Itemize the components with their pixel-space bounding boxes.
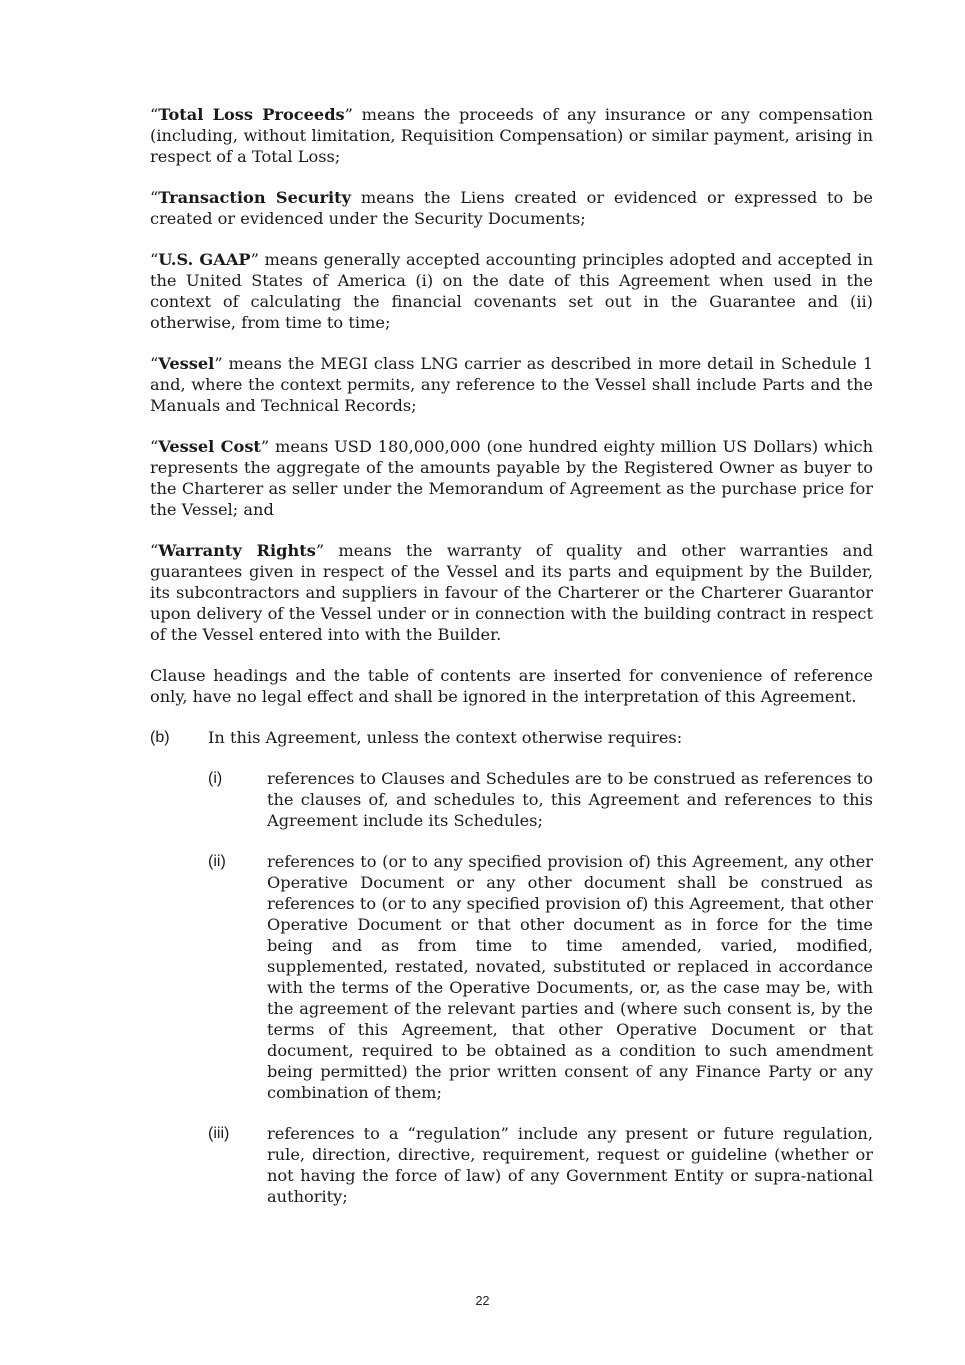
- open-quote: “: [150, 250, 159, 269]
- definition-vessel: [150, 353, 873, 416]
- list-item: [208, 1123, 873, 1207]
- definition-vessel-cost: [150, 436, 873, 520]
- definition-text: means generally accepted accounting principles adopted and accepted in the United States of America (i) on the date of this Agreement when used in the context of calculating the financial covenants set out in the Guarantee and (ii) otherwise, from time to time;: [150, 250, 874, 332]
- defined-term: U.S. GAAP: [158, 250, 251, 269]
- close-quote: ”: [250, 250, 259, 269]
- section-b-items: [208, 768, 873, 1207]
- close-quote: ”: [260, 437, 270, 456]
- definition-text: means USD 180,000,000 (one hundred eighty million US Dollars) which represents the aggregate of the amounts payable by the Registered Owner as buyer to the Charterer as seller under the Memorandum of Agreement as the purchase price for the Vessel; and: [150, 437, 873, 519]
- document-page: [150, 104, 873, 1227]
- defined-term: Vessel: [158, 354, 215, 373]
- close-quote: ”: [344, 105, 353, 124]
- open-quote: “: [150, 437, 159, 456]
- close-quote: ”: [315, 541, 325, 560]
- definition-transaction-security: [150, 187, 873, 229]
- defined-term: Warranty Rights: [158, 541, 316, 560]
- defined-term: Vessel Cost: [158, 437, 261, 456]
- open-quote: “: [150, 354, 159, 373]
- section-b-label: (b): [150, 729, 170, 746]
- open-quote: “: [150, 188, 159, 207]
- defined-term: Total Loss Proceeds: [158, 105, 345, 124]
- definition-us-gaap: [150, 249, 873, 333]
- definition-text: means the Liens created or evidenced or expressed to be created or evidenced under the Security Documents;: [150, 188, 873, 228]
- item-text: references to Clauses and Schedules are to be construed as references to the clauses of, and schedules to, this Agreement and references to this Agreement include its Schedules;: [267, 769, 873, 830]
- close-quote: ”: [214, 354, 223, 373]
- open-quote: “: [150, 541, 159, 560]
- section-b-text: In this Agreement, unless the context otherwise requires:: [208, 728, 683, 747]
- item-label: (i): [208, 770, 223, 787]
- list-item: [208, 851, 873, 1103]
- definition-warranty-rights: [150, 540, 873, 645]
- list-item: [208, 768, 873, 831]
- item-label: (ii): [208, 853, 226, 870]
- definition-text: means the MEGI class LNG carrier as described in more detail in Schedule 1 and, where the context permits, any reference to the Vessel shall include Parts and the Manuals and Technical Records;: [150, 354, 873, 415]
- clause-headings-paragraph: Clause headings and the table of contents are inserted for convenience of reference only, have no legal effect and shall be ignored in the interpretation of this Agreement.: [150, 666, 873, 706]
- definition-text: means the warranty of quality and other warranties and guarantees given in respect of the Vessel and its parts and equipment by the Builder, its subcontractors and suppliers in favour of the Charterer or the Charterer Guarantor upon delivery of the Vessel under or in connection with the building contract in respect of the Vessel entered into with the Builder.: [150, 541, 873, 644]
- section-b: [150, 727, 873, 748]
- defined-term: Transaction Security: [158, 188, 352, 207]
- page-number: 22: [475, 1294, 490, 1308]
- item-label: (iii): [208, 1125, 230, 1142]
- open-quote: “: [150, 105, 159, 124]
- item-text: references to a “regulation” include any present or future regulation, rule, direction, directive, requirement, request or guideline (whether or not having the force of law) of any Government Entity or supra-national authority;: [267, 1124, 873, 1206]
- item-text: references to (or to any specified provision of) this Agreement, any other Operative Document or any other document shall be construed as references to (or to any specified provision of) this Agreement, that other Operative Document or that other document as in force for the time being and as from time to time amended, varied, modified, supplemented, restated, novated, substituted or replaced in accordance with the terms of the Operative Documents, or, as the case may be, with the agreement of the relevant parties and (where such consent is, by the terms of this Agreement, that other Operative Document or that document, required to be obtained as a condition to such amendment being permitted) the prior written consent of any Finance Party or any combination of them;: [267, 852, 873, 1102]
- definition-total-loss-proceeds: [150, 104, 873, 167]
- definition-text: means the proceeds of any insurance or any compensation (including, without limitation, Requisition Compensation) or similar payment, arising in respect of a Total Loss;: [150, 105, 873, 166]
